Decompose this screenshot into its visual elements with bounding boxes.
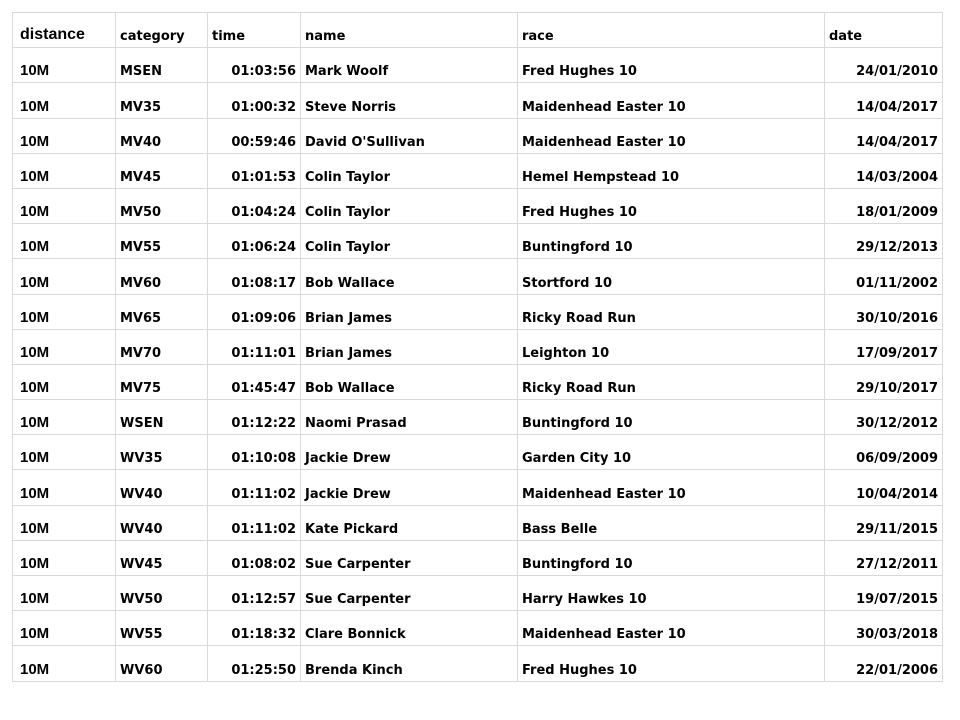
cell-distance: 10M	[13, 400, 116, 435]
cell-distance: 10M	[13, 224, 116, 259]
cell-category: MV60	[116, 259, 208, 294]
cell-name: Naomi Prasad	[301, 400, 518, 435]
cell-race: Ricky Road Run	[518, 364, 825, 399]
cell-date: 30/12/2012	[825, 400, 943, 435]
table-row	[13, 118, 943, 153]
cell-name: Brenda Kinch	[301, 646, 518, 681]
cell-race: Ricky Road Run	[518, 294, 825, 329]
cell-date: 17/09/2017	[825, 329, 943, 364]
cell-category: MV65	[116, 294, 208, 329]
cell-name: Bob Wallace	[301, 364, 518, 399]
cell-time: 01:06:24	[208, 224, 301, 259]
cell-name: Colin Taylor	[301, 188, 518, 223]
cell-time: 01:11:02	[208, 470, 301, 505]
cell-time: 01:04:24	[208, 188, 301, 223]
cell-time: 01:11:01	[208, 329, 301, 364]
cell-time: 01:09:06	[208, 294, 301, 329]
cell-race: Stortford 10	[518, 259, 825, 294]
cell-race: Fred Hughes 10	[518, 48, 825, 83]
header-row	[13, 13, 943, 48]
table-row	[13, 329, 943, 364]
cell-distance: 10M	[13, 540, 116, 575]
cell-date: 22/01/2006	[825, 646, 943, 681]
cell-date: 30/10/2016	[825, 294, 943, 329]
table-row	[13, 505, 943, 540]
table-body	[13, 48, 943, 681]
cell-name: Sue Carpenter	[301, 540, 518, 575]
cell-race: Hemel Hempstead 10	[518, 153, 825, 188]
cell-race: Maidenhead Easter 10	[518, 118, 825, 153]
cell-date: 19/07/2015	[825, 576, 943, 611]
cell-time: 01:00:32	[208, 83, 301, 118]
cell-name: Sue Carpenter	[301, 576, 518, 611]
cell-race: Leighton 10	[518, 329, 825, 364]
table-row	[13, 646, 943, 681]
cell-race: Fred Hughes 10	[518, 188, 825, 223]
header-time: time	[208, 13, 301, 48]
table-row	[13, 259, 943, 294]
table-row	[13, 435, 943, 470]
cell-category: WV45	[116, 540, 208, 575]
cell-category: MV40	[116, 118, 208, 153]
cell-category: WV50	[116, 576, 208, 611]
cell-date: 29/11/2015	[825, 505, 943, 540]
cell-category: WSEN	[116, 400, 208, 435]
cell-category: MV45	[116, 153, 208, 188]
cell-date: 10/04/2014	[825, 470, 943, 505]
cell-name: Colin Taylor	[301, 224, 518, 259]
cell-race: Fred Hughes 10	[518, 646, 825, 681]
cell-date: 29/12/2013	[825, 224, 943, 259]
cell-distance: 10M	[13, 259, 116, 294]
table-row	[13, 83, 943, 118]
cell-race: Maidenhead Easter 10	[518, 83, 825, 118]
cell-date: 06/09/2009	[825, 435, 943, 470]
table-row	[13, 611, 943, 646]
table-row	[13, 48, 943, 83]
cell-time: 01:25:50	[208, 646, 301, 681]
cell-date: 14/04/2017	[825, 118, 943, 153]
cell-category: WV60	[116, 646, 208, 681]
cell-name: Jackie Drew	[301, 470, 518, 505]
cell-category: MV75	[116, 364, 208, 399]
table-row	[13, 153, 943, 188]
cell-distance: 10M	[13, 294, 116, 329]
cell-category: MV70	[116, 329, 208, 364]
header-name: name	[301, 13, 518, 48]
cell-name: Colin Taylor	[301, 153, 518, 188]
cell-distance: 10M	[13, 48, 116, 83]
cell-time: 01:45:47	[208, 364, 301, 399]
cell-distance: 10M	[13, 188, 116, 223]
cell-name: Clare Bonnick	[301, 611, 518, 646]
cell-time: 01:18:32	[208, 611, 301, 646]
cell-name: Mark Woolf	[301, 48, 518, 83]
cell-date: 30/03/2018	[825, 611, 943, 646]
cell-date: 14/03/2004	[825, 153, 943, 188]
cell-race: Maidenhead Easter 10	[518, 470, 825, 505]
cell-name: David O'Sullivan	[301, 118, 518, 153]
cell-date: 14/04/2017	[825, 83, 943, 118]
cell-name: Brian James	[301, 294, 518, 329]
cell-category: MSEN	[116, 48, 208, 83]
cell-category: MV50	[116, 188, 208, 223]
cell-distance: 10M	[13, 83, 116, 118]
cell-race: Buntingford 10	[518, 400, 825, 435]
cell-category: MV35	[116, 83, 208, 118]
cell-distance: 10M	[13, 435, 116, 470]
table-row	[13, 294, 943, 329]
cell-name: Brian James	[301, 329, 518, 364]
cell-distance: 10M	[13, 118, 116, 153]
cell-distance: 10M	[13, 646, 116, 681]
cell-name: Jackie Drew	[301, 435, 518, 470]
cell-name: Bob Wallace	[301, 259, 518, 294]
cell-category: WV40	[116, 505, 208, 540]
cell-time: 01:03:56	[208, 48, 301, 83]
table-row	[13, 576, 943, 611]
cell-distance: 10M	[13, 505, 116, 540]
cell-date: 24/01/2010	[825, 48, 943, 83]
cell-category: WV40	[116, 470, 208, 505]
cell-category: MV55	[116, 224, 208, 259]
table-row	[13, 470, 943, 505]
cell-distance: 10M	[13, 470, 116, 505]
header-category: category	[116, 13, 208, 48]
cell-race: Harry Hawkes 10	[518, 576, 825, 611]
header-distance: distance	[13, 13, 116, 48]
cell-distance: 10M	[13, 153, 116, 188]
cell-category: WV35	[116, 435, 208, 470]
header-date: date	[825, 13, 943, 48]
cell-distance: 10M	[13, 611, 116, 646]
cell-time: 01:11:02	[208, 505, 301, 540]
table-row	[13, 224, 943, 259]
cell-time: 01:08:17	[208, 259, 301, 294]
cell-time: 01:08:02	[208, 540, 301, 575]
cell-name: Kate Pickard	[301, 505, 518, 540]
cell-date: 18/01/2009	[825, 188, 943, 223]
cell-race: Bass Belle	[518, 505, 825, 540]
cell-name: Steve Norris	[301, 83, 518, 118]
cell-date: 27/12/2011	[825, 540, 943, 575]
cell-time: 01:01:53	[208, 153, 301, 188]
cell-time: 01:12:57	[208, 576, 301, 611]
cell-race: Garden City 10	[518, 435, 825, 470]
cell-race: Maidenhead Easter 10	[518, 611, 825, 646]
table-row	[13, 400, 943, 435]
cell-race: Buntingford 10	[518, 224, 825, 259]
cell-date: 01/11/2002	[825, 259, 943, 294]
header-race: race	[518, 13, 825, 48]
cell-distance: 10M	[13, 329, 116, 364]
cell-time: 01:10:08	[208, 435, 301, 470]
cell-distance: 10M	[13, 364, 116, 399]
cell-date: 29/10/2017	[825, 364, 943, 399]
cell-time: 01:12:22	[208, 400, 301, 435]
cell-time: 00:59:46	[208, 118, 301, 153]
table-row	[13, 364, 943, 399]
cell-category: WV55	[116, 611, 208, 646]
cell-distance: 10M	[13, 576, 116, 611]
table-row	[13, 540, 943, 575]
records-table	[12, 12, 943, 682]
cell-race: Buntingford 10	[518, 540, 825, 575]
table-row	[13, 188, 943, 223]
